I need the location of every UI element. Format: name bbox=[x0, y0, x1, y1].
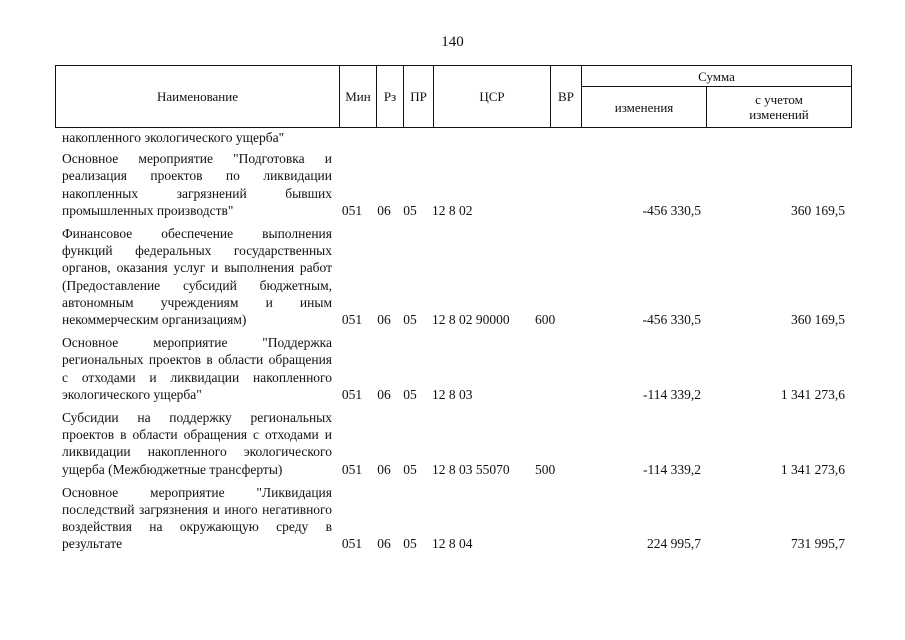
row-izmeneniya: -114 339,2 bbox=[643, 461, 701, 477]
row-izmeneniya: 224 995,7 bbox=[647, 536, 701, 552]
row-s-uchetom: 1 341 273,6 bbox=[780, 461, 845, 477]
continuation-text: накопленного экологического ущерба" bbox=[62, 130, 285, 145]
row-s-uchetom: 360 169,5 bbox=[791, 312, 845, 328]
row-min: 051 bbox=[341, 312, 363, 328]
row-csr: 12 8 04 bbox=[432, 536, 473, 552]
row-csr: 12 8 03 bbox=[432, 386, 473, 402]
table-row bbox=[55, 150, 851, 219]
row-name: Финансовое обеспечение выполнения функций федеральных государственных органов, оказания услуг и выполнения работ (Предоставление субсидий бюджетным, автономным учреждениям и иным некоммерческим организациям) bbox=[62, 226, 332, 328]
row-min: 051 bbox=[341, 386, 363, 402]
table-row bbox=[55, 484, 851, 553]
table-row bbox=[55, 225, 851, 328]
header-rz: Рз bbox=[377, 66, 404, 128]
header-s-uchetom: с учетом изменений bbox=[707, 87, 852, 128]
row-rz: 06 bbox=[377, 202, 391, 218]
row-csr: 12 8 03 55070 bbox=[432, 461, 510, 477]
row-izmeneniya: -456 330,5 bbox=[642, 312, 701, 328]
row-pr: 05 bbox=[403, 536, 417, 552]
row-min: 051 bbox=[341, 536, 363, 552]
header-min: Мин bbox=[340, 66, 377, 128]
row-list bbox=[55, 150, 851, 552]
page-number: 140 bbox=[441, 34, 464, 50]
row-pr: 05 bbox=[403, 202, 417, 218]
row-csr: 12 8 02 bbox=[432, 202, 473, 218]
table-row bbox=[55, 334, 851, 403]
header-name: Наименование bbox=[56, 66, 340, 128]
header-summa: Сумма bbox=[582, 66, 852, 87]
row-name: Субсидии на поддержку региональных проектов в области обращения с отходами и ликвидации накопленного экологического ущерба (Межбюджетные трансферты) bbox=[62, 410, 332, 477]
row-rz: 06 bbox=[377, 536, 391, 552]
row-name: Основное мероприятие "Подготовка и реализация проектов по ликвидации накопленных загрязнений бывших промышленных производств" bbox=[62, 151, 332, 218]
row-rz: 06 bbox=[377, 461, 391, 477]
row-rz: 06 bbox=[377, 312, 391, 328]
header-vr: ВР bbox=[551, 66, 582, 128]
row-min: 051 bbox=[341, 461, 363, 477]
row-s-uchetom: 731 995,7 bbox=[791, 536, 845, 552]
row-izmeneniya: -114 339,2 bbox=[643, 386, 701, 402]
table-header bbox=[55, 65, 852, 128]
row-s-uchetom: 360 169,5 bbox=[791, 202, 845, 218]
header-pr: ПР bbox=[404, 66, 434, 128]
row-name: Основное мероприятие "Поддержка региональных проектов в области обращения с отходами и ликвидации накопленного экологического ущерба" bbox=[62, 335, 332, 402]
row-pr: 05 bbox=[403, 386, 417, 402]
row-izmeneniya: -456 330,5 bbox=[642, 202, 701, 218]
row-pr: 05 bbox=[403, 312, 417, 328]
table-body bbox=[55, 129, 851, 559]
row-vr: 600 bbox=[535, 312, 556, 328]
row-s-uchetom: 1 341 273,6 bbox=[780, 386, 845, 402]
row-rz: 06 bbox=[377, 386, 391, 402]
row-csr: 12 8 02 90000 bbox=[432, 312, 510, 328]
row-pr: 05 bbox=[403, 461, 417, 477]
table-row bbox=[55, 409, 851, 478]
header-izmeneniya: изменения bbox=[582, 87, 707, 128]
row-vr: 500 bbox=[535, 461, 556, 477]
row-name: Основное мероприятие "Ликвидация последствий загрязнения и иного негативного воздействия на окружающую среду в результате bbox=[62, 484, 332, 552]
header-csr: ЦСР bbox=[434, 66, 551, 128]
row-min: 051 bbox=[341, 202, 363, 218]
